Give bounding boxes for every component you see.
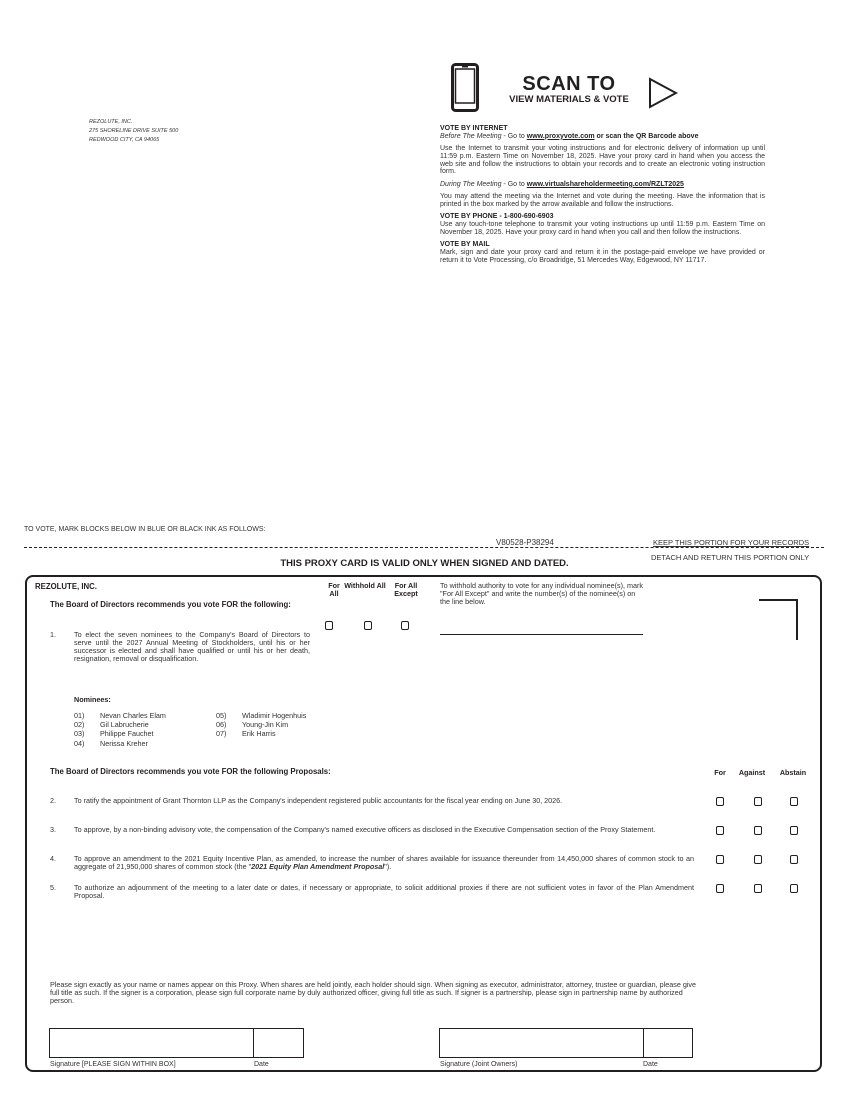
item1-text: To elect the seven nominees to the Company's Board of Directors to serve until the 2027 Annual Meeting of Stockholders, until his or her successor is elected and shall have qualified or until his or her death, resignation, removal or disqualification.: [74, 630, 310, 663]
signature-box[interactable]: [49, 1028, 254, 1058]
joint-signature-box[interactable]: [439, 1028, 644, 1058]
nominee: 01) Nevan Charles Elam: [74, 711, 166, 720]
for-all-checkbox[interactable]: [325, 621, 333, 630]
nominee: 05) Wladimir Hogenhuis: [216, 711, 307, 720]
col-withhold-all: Withhold All: [344, 581, 386, 590]
col-for-all: For All: [328, 581, 340, 598]
proposal-4: 4. To approve an amendment to the 2021 Equity Incentive Plan, as amended, to increase the number of shares available for issuance thereunder from 14,450,000 shares of common stock to an aggregate of 21,950,000 shares of common stock (the "2021 Equity Plan Amendment Proposal").: [50, 854, 694, 871]
detach-line: [24, 547, 824, 548]
proposal-5: 5. To authorize an adjournment of the meeting to a later date or dates, if necessary or appropriate, to solicit additional proxies if there are not sufficient votes in favor of the Plan Amendment Proposal.: [50, 883, 694, 900]
date-box[interactable]: [253, 1028, 304, 1058]
corner-mark-icon: [758, 599, 800, 641]
proposal-5-abstain-checkbox[interactable]: [790, 884, 798, 893]
col-against: Against: [738, 768, 766, 777]
joint-date-label: Date: [643, 1061, 658, 1068]
proposal-5-for-checkbox[interactable]: [716, 884, 724, 893]
control-number: V80528-P38294: [496, 538, 554, 547]
nominees-col-2: [216, 711, 306, 739]
proposal-3-for-checkbox[interactable]: [716, 826, 724, 835]
company-name: REZOLUTE, INC.: [35, 582, 97, 591]
item1-number: 1.: [50, 630, 56, 639]
scan-title-small: VIEW MATERIALS & VOTE: [509, 94, 629, 105]
phone-title: VOTE BY PHONE - 1-800-690-6903: [440, 213, 554, 221]
proposal-2-abstain-checkbox[interactable]: [790, 797, 798, 806]
keep-portion-label: KEEP THIS PORTION FOR YOUR RECORDS: [653, 538, 810, 547]
internet-title: VOTE BY INTERNET: [440, 125, 508, 132]
virtual-meeting-link[interactable]: www.virtualshareholdermeeting.com/RZLT2025: [526, 180, 684, 188]
mark-instructions: TO VOTE, MARK BLOCKS BELOW IN BLUE OR BLACK INK AS FOLLOWS:: [24, 526, 266, 533]
nominees-label: Nominees:: [74, 695, 111, 704]
address-line: REZOLUTE, INC.: [89, 119, 133, 125]
mail-title: VOTE BY MAIL: [440, 241, 490, 249]
withhold-instructions: To withhold authority to vote for any individual nominee(s), mark "For All Except" and write the number(s) of the nominee(s) on the line below.: [440, 581, 643, 606]
col-for-all-except: For All Except: [394, 581, 418, 598]
internet-body: Use the Internet to transmit your voting instructions and for electronic delivery of information up until 11:59 p.m. Eastern Time on November 18, 2025. Have your proxy card in hand when you access the web site and follow the instructions to obtain your records and to create an electronic voting instruction form.: [440, 145, 765, 176]
nominee: 02) Gil Labrucherie: [74, 720, 149, 730]
nominee-exception-line[interactable]: [440, 634, 643, 635]
proposal-2-for-checkbox[interactable]: [716, 797, 724, 806]
proposal-4-for-checkbox[interactable]: [716, 855, 724, 864]
proposal-3-abstain-checkbox[interactable]: [790, 826, 798, 835]
address-line: REDWOOD CITY, CA 94065: [89, 137, 160, 143]
proxyvote-link[interactable]: www.proxyvote.com: [526, 132, 595, 140]
proposal-2: 2. To ratify the appointment of Grant Thornton LLP as the Company's independent registered public accountants for the fiscal year ending on June 30, 2026.: [50, 796, 563, 805]
proposal-5-against-checkbox[interactable]: [754, 884, 762, 893]
proposal-3-against-checkbox[interactable]: [754, 826, 762, 835]
proposal-4-abstain-checkbox[interactable]: [790, 855, 798, 864]
for-all-except-checkbox[interactable]: [401, 621, 409, 630]
mail-body: Mark, sign and date your proxy card and return it in the postage-paid envelope we have provided or return it to Vote Processing, c/o Broadridge, 51 Mercedes Way, Edgewood, NY 11717.: [440, 248, 765, 264]
during-body: You may attend the meeting via the Internet and vote during the meeting. Have the information that is printed in the box marked by the arrow available and follow the instructions.: [440, 193, 765, 208]
signature-label: Signature [PLEASE SIGN WITHIN BOX]: [50, 1061, 176, 1068]
during-meeting-line: During The Meeting - Go to www.virtualshareholdermeeting.com/RZLT2025: [440, 180, 684, 188]
before-meeting-line: Before The Meeting - Go to www.proxyvote.com or scan the QR Barcode above: [440, 132, 699, 140]
joint-date-box[interactable]: [643, 1028, 693, 1058]
nominees-col-1: [74, 711, 166, 748]
nominee: 07) Erik Harris: [216, 729, 276, 739]
proposal-2-against-checkbox[interactable]: [754, 797, 762, 806]
col-for: For: [714, 768, 726, 777]
nominee: 03) Philippe Fauchet: [74, 729, 154, 739]
smartphone-icon: [451, 63, 479, 112]
address-line: 275 SHORELINE DRIVE SUITE 500: [89, 128, 179, 134]
sign-instructions: Please sign exactly as your name or names appear on this Proxy. When shares are held jointly, each holder should sign. When signing as executor, administrator, attorney, trustee or guardian, please give full title as such. If the signer is a corporation, please sign full corporate name by duly authorized officer, giving full title as such. If signer is a partnership, please sign in partnership name by authorized person.: [50, 980, 697, 1005]
scan-title-big: SCAN TO: [522, 73, 616, 95]
board-recommendation-1: The Board of Directors recommends you vote FOR the following:: [50, 600, 291, 609]
nominee: 04) Nerissa Kreher: [74, 738, 148, 748]
detach-return-label: DETACH AND RETURN THIS PORTION ONLY: [651, 553, 810, 562]
board-recommendation-2: The Board of Directors recommends you vote FOR the following Proposals:: [50, 767, 331, 776]
col-abstain: Abstain: [779, 768, 807, 777]
valid-notice: THIS PROXY CARD IS VALID ONLY WHEN SIGNED AND DATED.: [280, 558, 569, 569]
return-address: [89, 118, 178, 145]
joint-signature-label: Signature (Joint Owners): [440, 1061, 518, 1068]
play-arrow-icon: [648, 77, 678, 109]
scan-heading: [484, 74, 654, 105]
nominee: 06) Young-Jin Kim: [216, 720, 289, 730]
proposal-4-against-checkbox[interactable]: [754, 855, 762, 864]
withhold-all-checkbox[interactable]: [364, 621, 372, 630]
date-label: Date: [254, 1061, 269, 1068]
voting-instructions: [440, 125, 765, 269]
proposal-3: 3. To approve, by a non-binding advisory vote, the compensation of the Company's named executive officers as disclosed in the Executive Compensation section of the Proxy Statement.: [50, 825, 656, 834]
phone-body: Use any touch-tone telephone to transmit your voting instructions up until 11:59 p.m. Eastern Time on November 18, 2025. Have your proxy card in hand when you call and then follow the instructions.: [440, 220, 765, 236]
